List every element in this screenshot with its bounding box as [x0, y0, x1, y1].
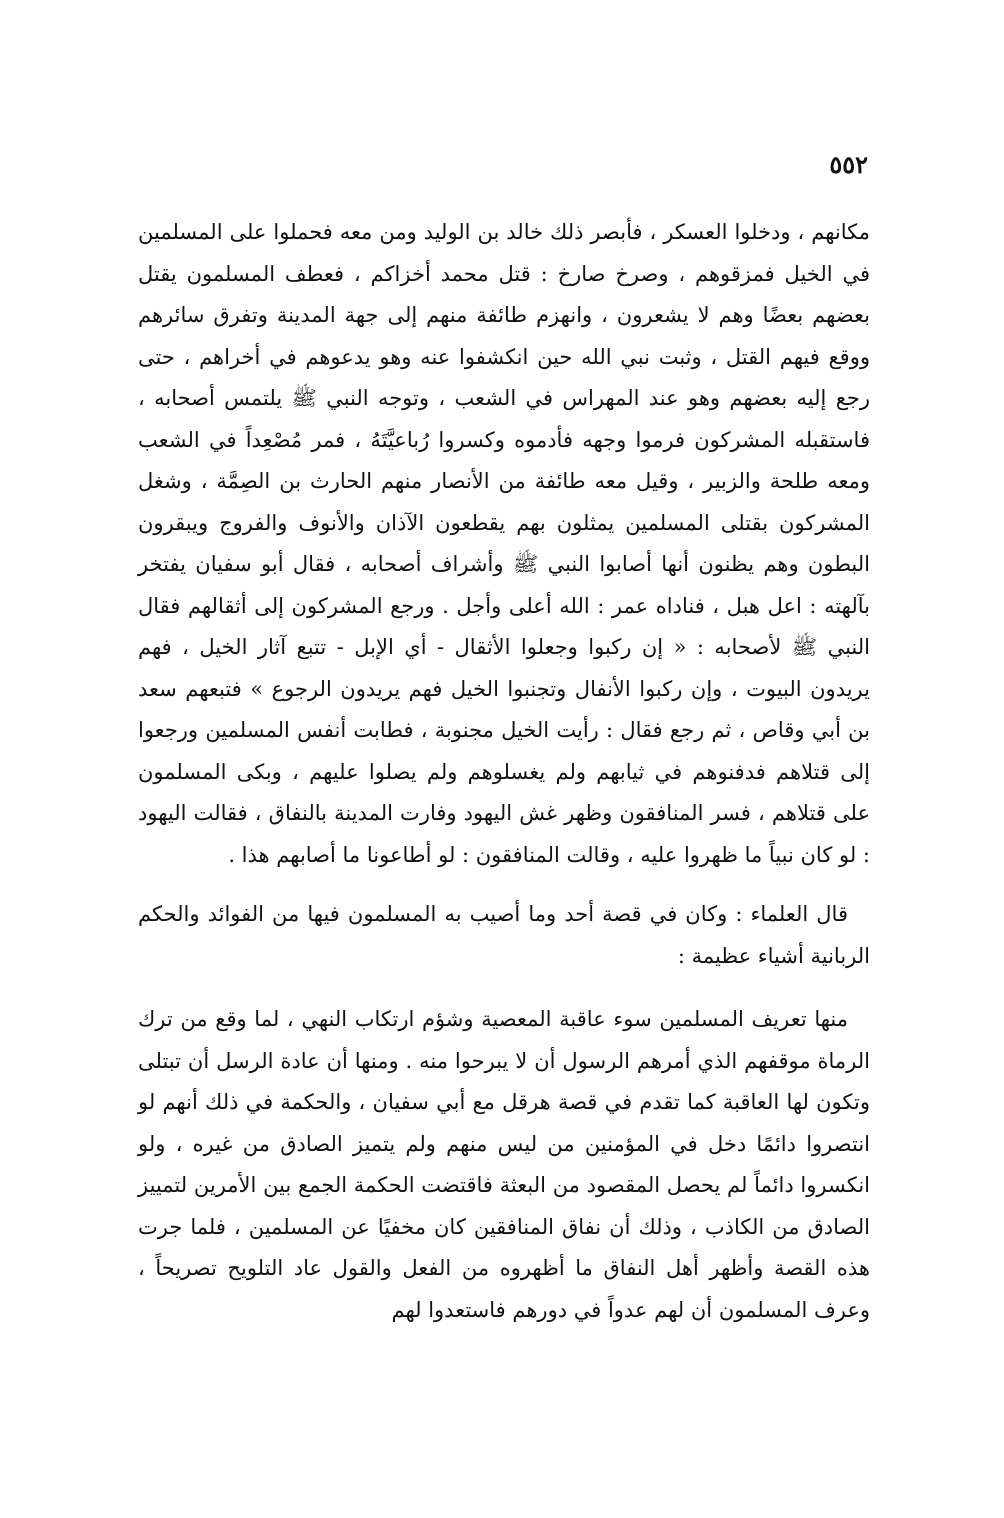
paragraph-spacer — [138, 876, 870, 894]
page-number: ٥٥٢ — [829, 150, 868, 179]
paragraph-spacer — [138, 977, 870, 999]
page-body — [138, 212, 870, 1331]
paragraph-lessons: منها تعريف المسلمين سوء عاقبة المعصية وشؤم ارتكاب النهي ، لما وقع من ترك الرماة موقفهم الذي أمرهم الرسول أن لا يبرحوا منه . ومنها أن عادة الرسل أن تبتلى وتكون لها العاقبة كما تقدم في قصة هرقل مع أبي سفيان ، والحكمة في ذلك أنهم لو انتصروا دائمًا دخل في المؤمنين من ليس منهم ولم يتميز الصادق من غيره ، ولو انكسروا دائماً لم يحصل المقصود من البعثة فاقتضت الحكمة الجمع بين الأمرين لتمييز الصادق من الكاذب ، وذلك أن نفاق المنافقين كان مخفيًا عن المسلمين ، فلما جرت هذه القصة وأظهر أهل النفاق ما أظهروه من الفعل والقول عاد التلويح تصريحاً ، وعرف المسلمون أن لهم عدواً في دورهم فاستعدوا لهم — [138, 1007, 870, 1322]
paragraph-battle-narrative: مكانهم ، ودخلوا العسكر ، فأبصر ذلك خالد بن الوليد ومن معه فحملوا على المسلمين في الخيل فمزقوهم ، وصرخ صارخ : قتل محمد أخزاكم ، فعطف المسلمون يقتل بعضهم بعضًا وهم لا يشعرون ، وانهزم طائفة منهم إلى جهة المدينة وتفرق سائرهم ووقع فيهم القتل ، وثبت نبي الله حين انكشفوا عنه وهو يدعوهم في أخراهم ، حتى رجع إليه بعضهم وهو عند المهراس في الشعب ، وتوجه النبي ﷺ يلتمس أصحابه ، فاستقبله المشركون فرموا وجهه فأدموه وكسروا رُباعيَّتَهُ ، فمر مُصْعِداً في الشعب ومعه طلحة والزبير ، وقيل معه طائفة من الأنصار منهم الحارث بن الصِمَّة ، وشغل المشركون بقتلى المسلمين يمثلون بهم يقطعون الآذان والأنوف والفروج ويبقرون البطون وهم يظنون أنها أصابوا النبي ﷺ وأشراف أصحابه ، فقال أبو سفيان يفتخر بآلهته : اعل هبل ، فناداه عمر : الله أعلى وأجل . ورجع المشركون إلى أثقالهم فقال النبي ﷺ لأصحابه : « إن ركبوا وجعلوا الأثقال - أي الإبل - تتبع آثار الخيل ، فهم يريدون البيوت ، وإن ركبوا الأنفال وتجنبوا الخيل فهم يريدون الرجوع » فتبعهم سعد بن أبي وقاص ، ثم رجع فقال : رأيت الخيل مجنوبة ، فطابت أنفس المسلمين ورجعوا إلى قتلاهم فدفنوهم في ثيابهم ولم يغسلوهم ولم يصلوا عليهم ، وبكى المسلمون على قتلاهم ، فسر المنافقون وظهر غش اليهود وفارت المدينة بالنفاق ، فقالت اليهود : لو كان نبياً ما ظهروا عليه ، وقالت المنافقون : لو أطاعونا ما أصابهم هذا . — [138, 220, 870, 867]
paragraph-scholars-intro: قال العلماء : وكان في قصة أحد وما أصيب به المسلمون فيها من الفوائد والحكم الربانية أشياء عظيمة : — [138, 902, 870, 968]
